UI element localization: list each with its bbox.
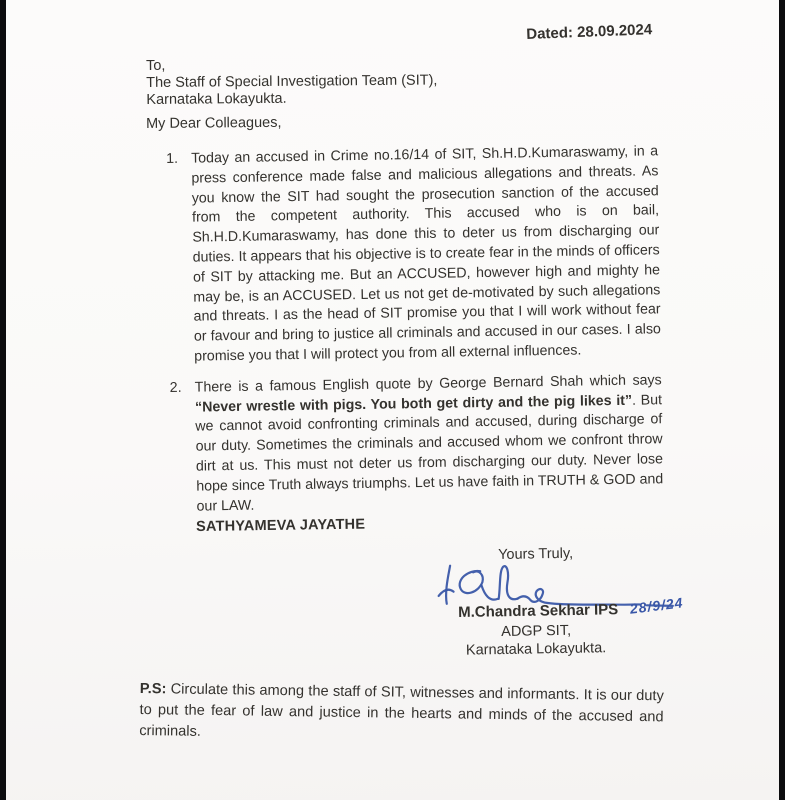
recipient-block	[146, 55, 438, 108]
recipient-line2: Karnataka Lokayukta.	[146, 90, 287, 108]
paragraph-2	[170, 371, 664, 517]
handwritten-date: 28/9/24	[629, 594, 685, 617]
letter-page	[6, 0, 779, 800]
paragraph-2-text-before: There is a famous English quote by George Bernard Shah which says	[194, 372, 662, 396]
postscript	[139, 679, 664, 749]
postscript-label: P.S:	[139, 680, 167, 698]
recipient-to: To,	[146, 57, 166, 74]
paragraph-2-text	[195, 372, 664, 514]
paragraph-2-bold-quote: “Never wrestle with pigs. You both get dirty and the pig likes it”	[194, 392, 633, 416]
date-line: Dated: 28.09.2024	[526, 21, 653, 43]
greeting: My Dear Colleagues,	[146, 114, 282, 132]
signatory-designation: ADGP SIT,	[501, 622, 572, 640]
recipient-line1: The Staff of Special Investigation Team (SIT),	[146, 72, 438, 91]
paragraph-2-number: 2.	[169, 379, 182, 396]
paragraph-2-text-after: . But we cannot avoid confronting criminals and accused, during discharge of our duty. Sometimes the criminals and accused whom we confront throw dirt at us. This must not deter us from discharging our duty. Never lose hope since Truth always triumphs. Let us have faith in TRUTH & GOD and our LAW.	[195, 391, 664, 515]
postscript-text: Circulate this among the staff of SIT, witnesses and informants. It is our duty to put the fear of law and justice in the hearts and minds of the accused and criminals.	[139, 681, 664, 740]
paragraph-1-text: Today an accused in Crime no.16/14 of SIT, Sh.H.D.Kumaraswamy, in a press conference made false and malicious allegations and threats. As you know the SIT had sought the prosecution sanction of the accused from the competent authority. This accused who is on bail, Sh.H.D.Kumaraswamy, has done this to deter us from discharging our duties. It appears that his objective is to create fear in the minds of officers of SIT by attacking me. But an ACCUSED, however high and mighty he may be, is an ACCUSED. Let us not get de-motivated by such allegations and threats. I as the head of SIT promise you that I will work without fear or favour and bring to justice all criminals and accused in our cases. I also promise you that I will protect you from all external influences.	[191, 143, 662, 365]
paragraph-1	[166, 142, 661, 367]
numbered-paragraphs	[166, 142, 664, 517]
signature-row	[458, 594, 685, 622]
valediction: Yours Truly,	[498, 545, 574, 563]
signatory-organization: Karnataka Lokayukta.	[465, 640, 607, 659]
signatory-name: M.Chandra Sekhar IPS	[458, 601, 619, 621]
paragraph-1-number: 1.	[166, 150, 179, 167]
slogan: SATHYAMEVA JAYATHE	[196, 516, 366, 535]
